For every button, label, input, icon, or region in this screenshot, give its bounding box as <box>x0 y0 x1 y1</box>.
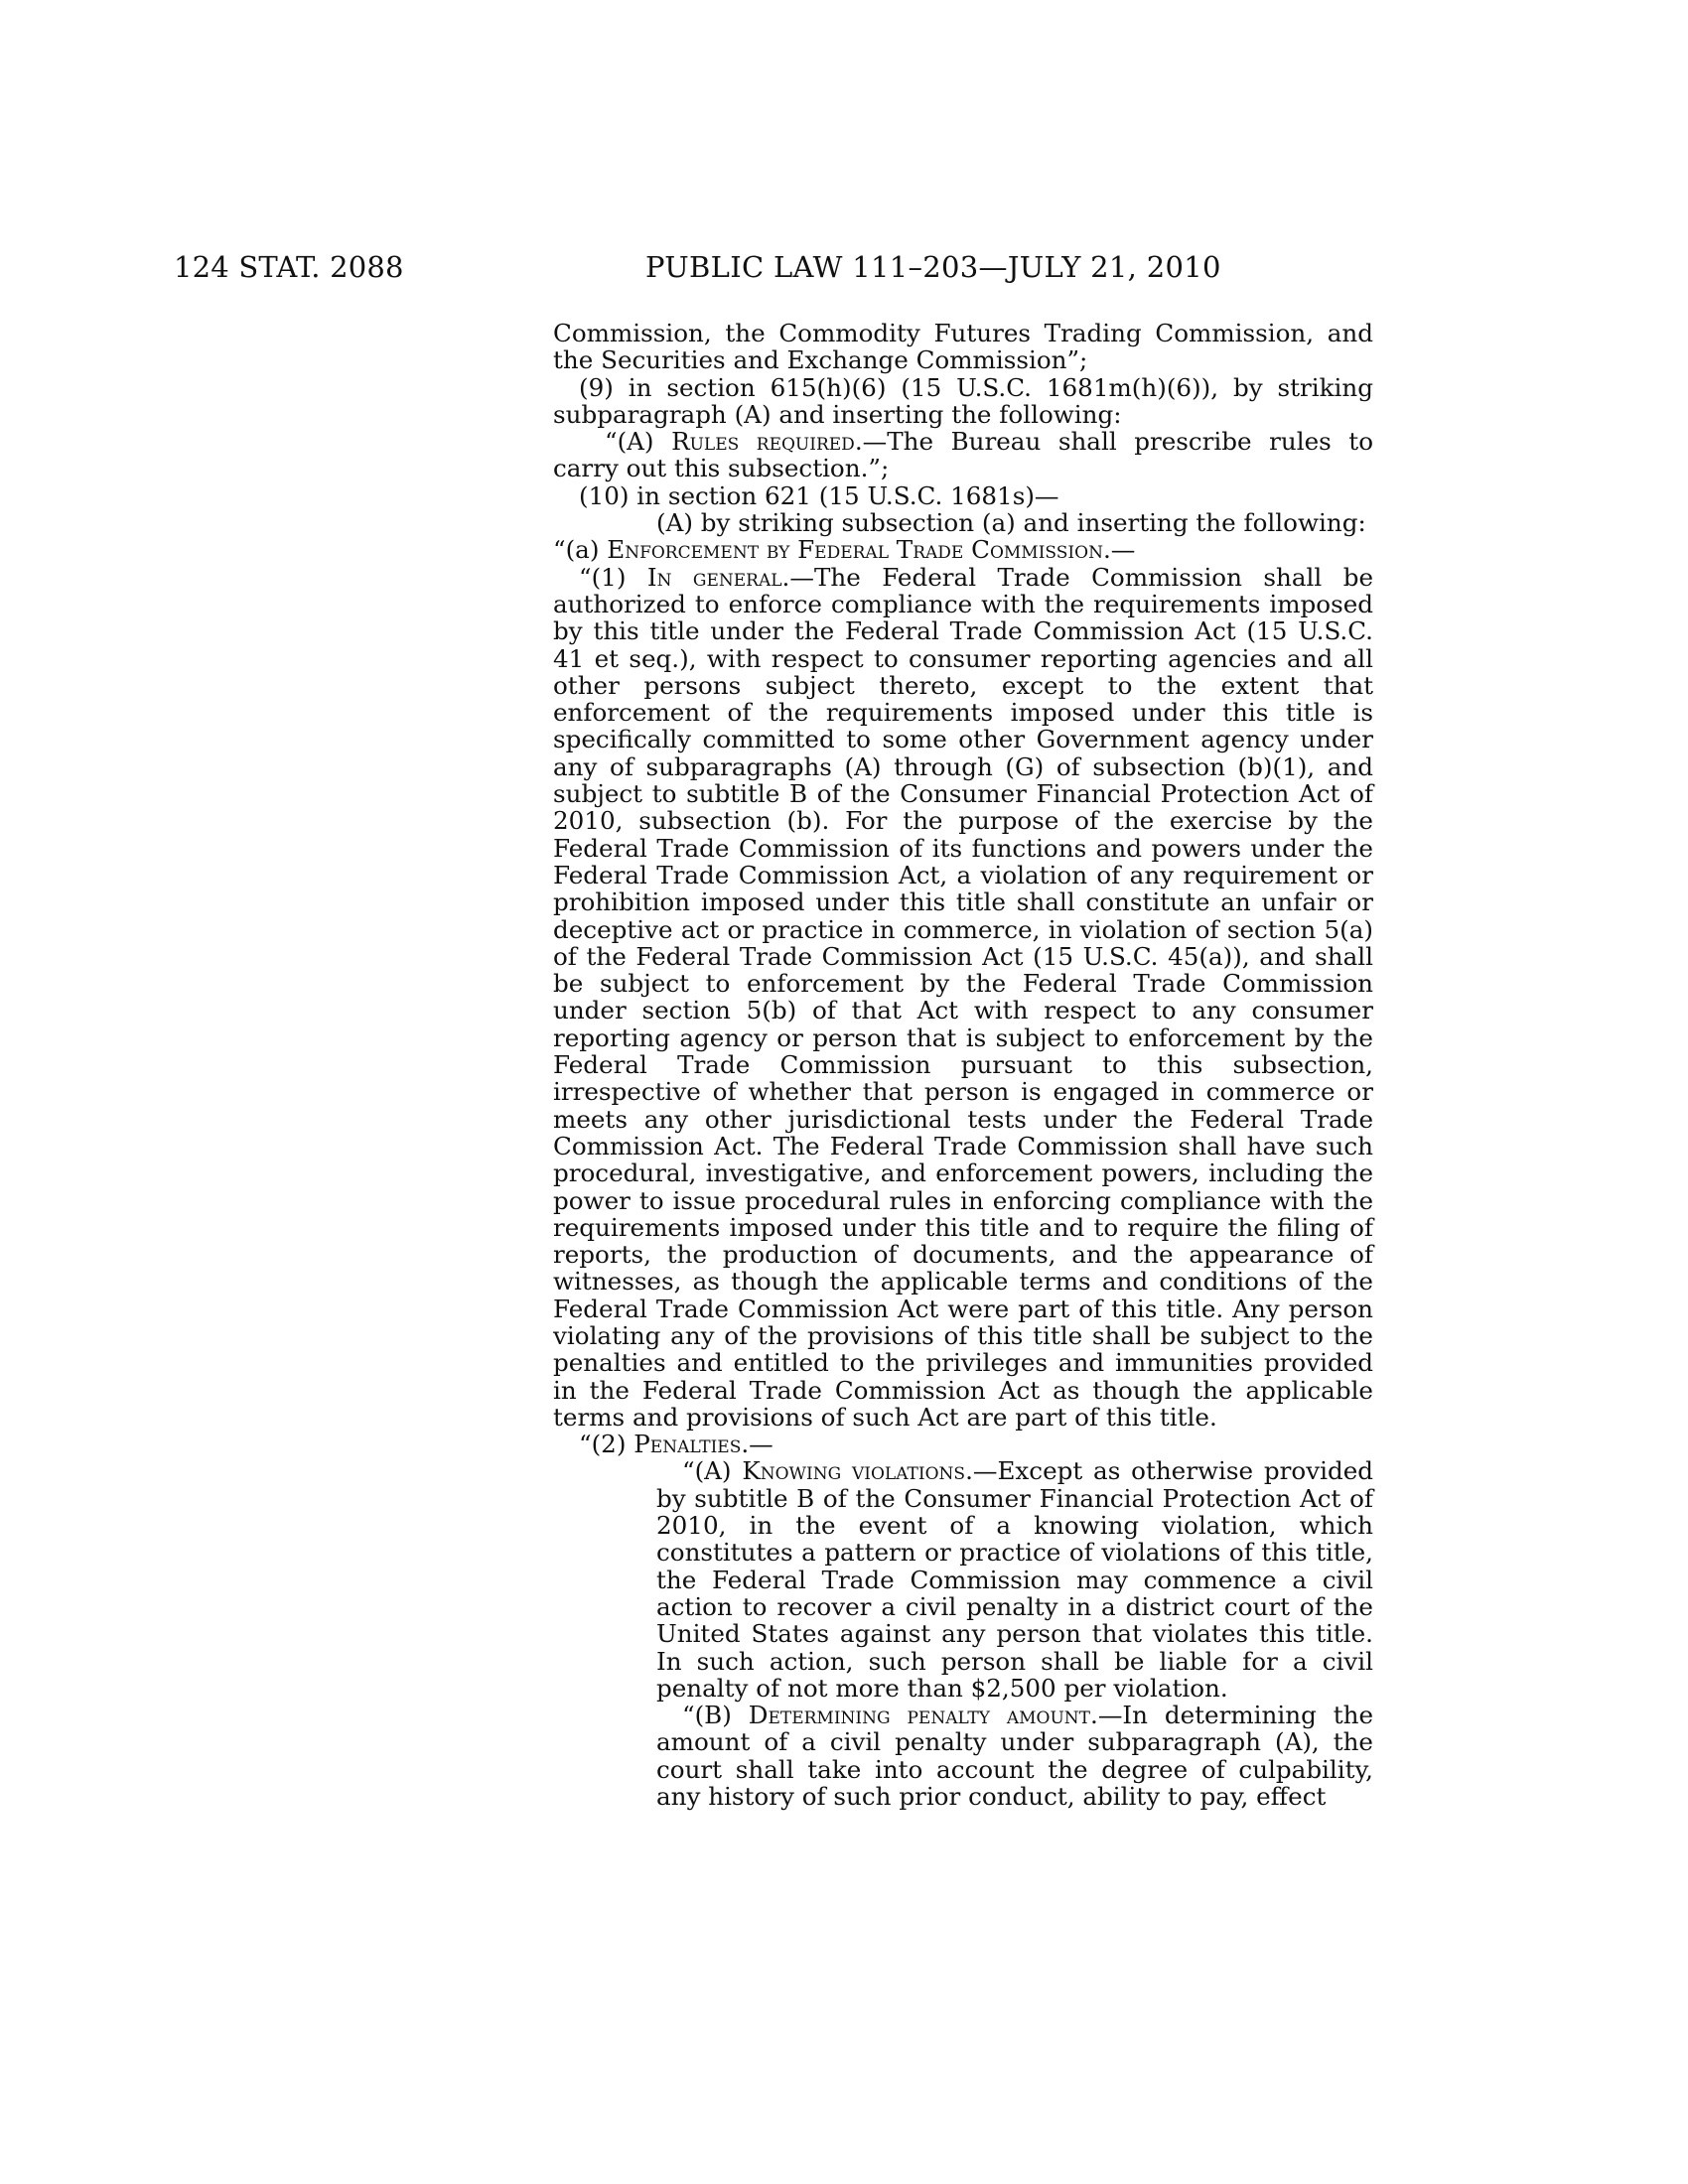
paragraph-caption: Knowing violations <box>742 1456 966 1486</box>
paragraph-text: .—The Federal Trade Commission shall be authorized to enforce compliance with the requirements imposed by this title under the Federal Trade Commission Act (15 U.S.C. 41 et seq.), with respect to consumer reporting agencies and all other persons subject thereto, except to the extent that enforcement of the requirements imposed under this title is specifically committed to some other Government agency under any of subparagraphs (A) through (G) of subsection (b)(1), and subject to subtitle B of the Consumer Financial Protection Act of 2010, subsection (b). For the purpose of the exercise by the Federal Trade Commission of its functions and powers under the Federal Trade Commission Act, a violation of any requirement or prohibition imposed under this title shall constitute an unfair or deceptive act or practice in commerce, in violation of section 5(a) of the Federal Trade Commission Act (15 U.S.C. 45(a)), and shall be subject to enforcement by the Federal Trade Commission under section 5(b) of that Act with respect to any consumer reporting agency or person that is subject to enforcement by the Federal Trade Commission pursuant to this subsection, irrespective of whether that person is engaged in commerce or meets any other jurisdictional tests under the Federal Trade Commission Act. The Federal Trade Commission shall have such procedural, investigative, and enforcement powers, including the power to issue procedural rules in enforcing compliance with the requirements imposed under this title and to require the filing of reports, the production of documents, and the appearance of witnesses, as though the applicable terms and conditions of the Federal Trade Commission Act were part of this title. Any person violating any of the provisions of this title shall be subject to the penalties and entitled to the privileges and immunities provided in the Federal Trade Commission Act as though the applicable terms and provisions of such Act are part of this title. <box>553 562 1373 1432</box>
penalties-subparagraphs <box>656 1457 1373 1810</box>
paragraph-designator: “(1) <box>579 562 647 592</box>
continued-paragraph: Commission, the Commodity Futures Trading Commission, and the Securities and Exchange Commission”; <box>553 319 1373 375</box>
amendment-paragraph-9: (9) in section 615(h)(6) (15 U.S.C. 1681m(h)(6)), by striking subparagraph (A) and inserting the following: <box>553 372 1373 429</box>
paragraph-designator: “(A) <box>682 1456 743 1486</box>
paragraph-caption: In general <box>646 562 782 592</box>
paragraph-designator: “(2) <box>579 1430 634 1459</box>
paragraph-text: .—In determining the amount of a civil penalty under subparagraph (A), the court shall take into account the degree of culpability, any history of such prior conduct, ability to pay, effect <box>656 1701 1373 1812</box>
inserted-paragraph-2-penalties <box>553 1431 1373 1457</box>
subparagraph-b-determining-penalty <box>656 1702 1373 1810</box>
paragraph-caption: Rules required <box>671 427 855 457</box>
paragraph-text: .—Except as otherwise provided by subtitle B of the Consumer Financial Protection Act of 2010, in the event of a knowing violation, which constitutes a pattern or practice of violations of this title, the Federal Trade Commission may commence a civil action to recover a civil penalty in a district court of the United States against any person that violates this title. In such action, such person shall be liable for a civil penalty of not more than $2,500 per violation. <box>656 1456 1374 1703</box>
amendment-subparagraph-a: (A) by striking subsection (a) and inserting the following: <box>656 508 1366 538</box>
paragraph-designator: “(B) <box>682 1701 749 1730</box>
paragraph-designator: “(A) <box>605 427 672 457</box>
paragraph-text: .—The Bureau shall prescribe rules to carry out this subsection.”; <box>553 427 1373 483</box>
paragraph-caption: Penalties <box>633 1430 742 1459</box>
paragraph-text: .— <box>741 1430 774 1459</box>
paragraph-caption: Determining penalty amount <box>748 1701 1090 1730</box>
paragraph-designator: “(a) <box>553 535 608 565</box>
statute-text-column <box>553 320 1373 1810</box>
inserted-paragraph-1-in-general <box>553 564 1373 1432</box>
amendment-paragraph-10: (10) in section 621 (15 U.S.C. 1681s)— <box>579 480 1059 510</box>
statute-page-reference: 124 STAT. 2088 <box>174 250 404 284</box>
paragraph-text: .— <box>1102 535 1136 565</box>
running-head-title: PUBLIC LAW 111–203—JULY 21, 2010 <box>645 250 1221 284</box>
inserted-subparagraph-a-rules <box>553 428 1373 482</box>
paragraph-caption: Enforcement by Federal Trade Commission <box>607 535 1103 565</box>
page-header <box>0 250 1688 290</box>
subparagraph-a-knowing-violations <box>656 1457 1373 1702</box>
inserted-subsection-a-heading <box>553 536 1373 563</box>
